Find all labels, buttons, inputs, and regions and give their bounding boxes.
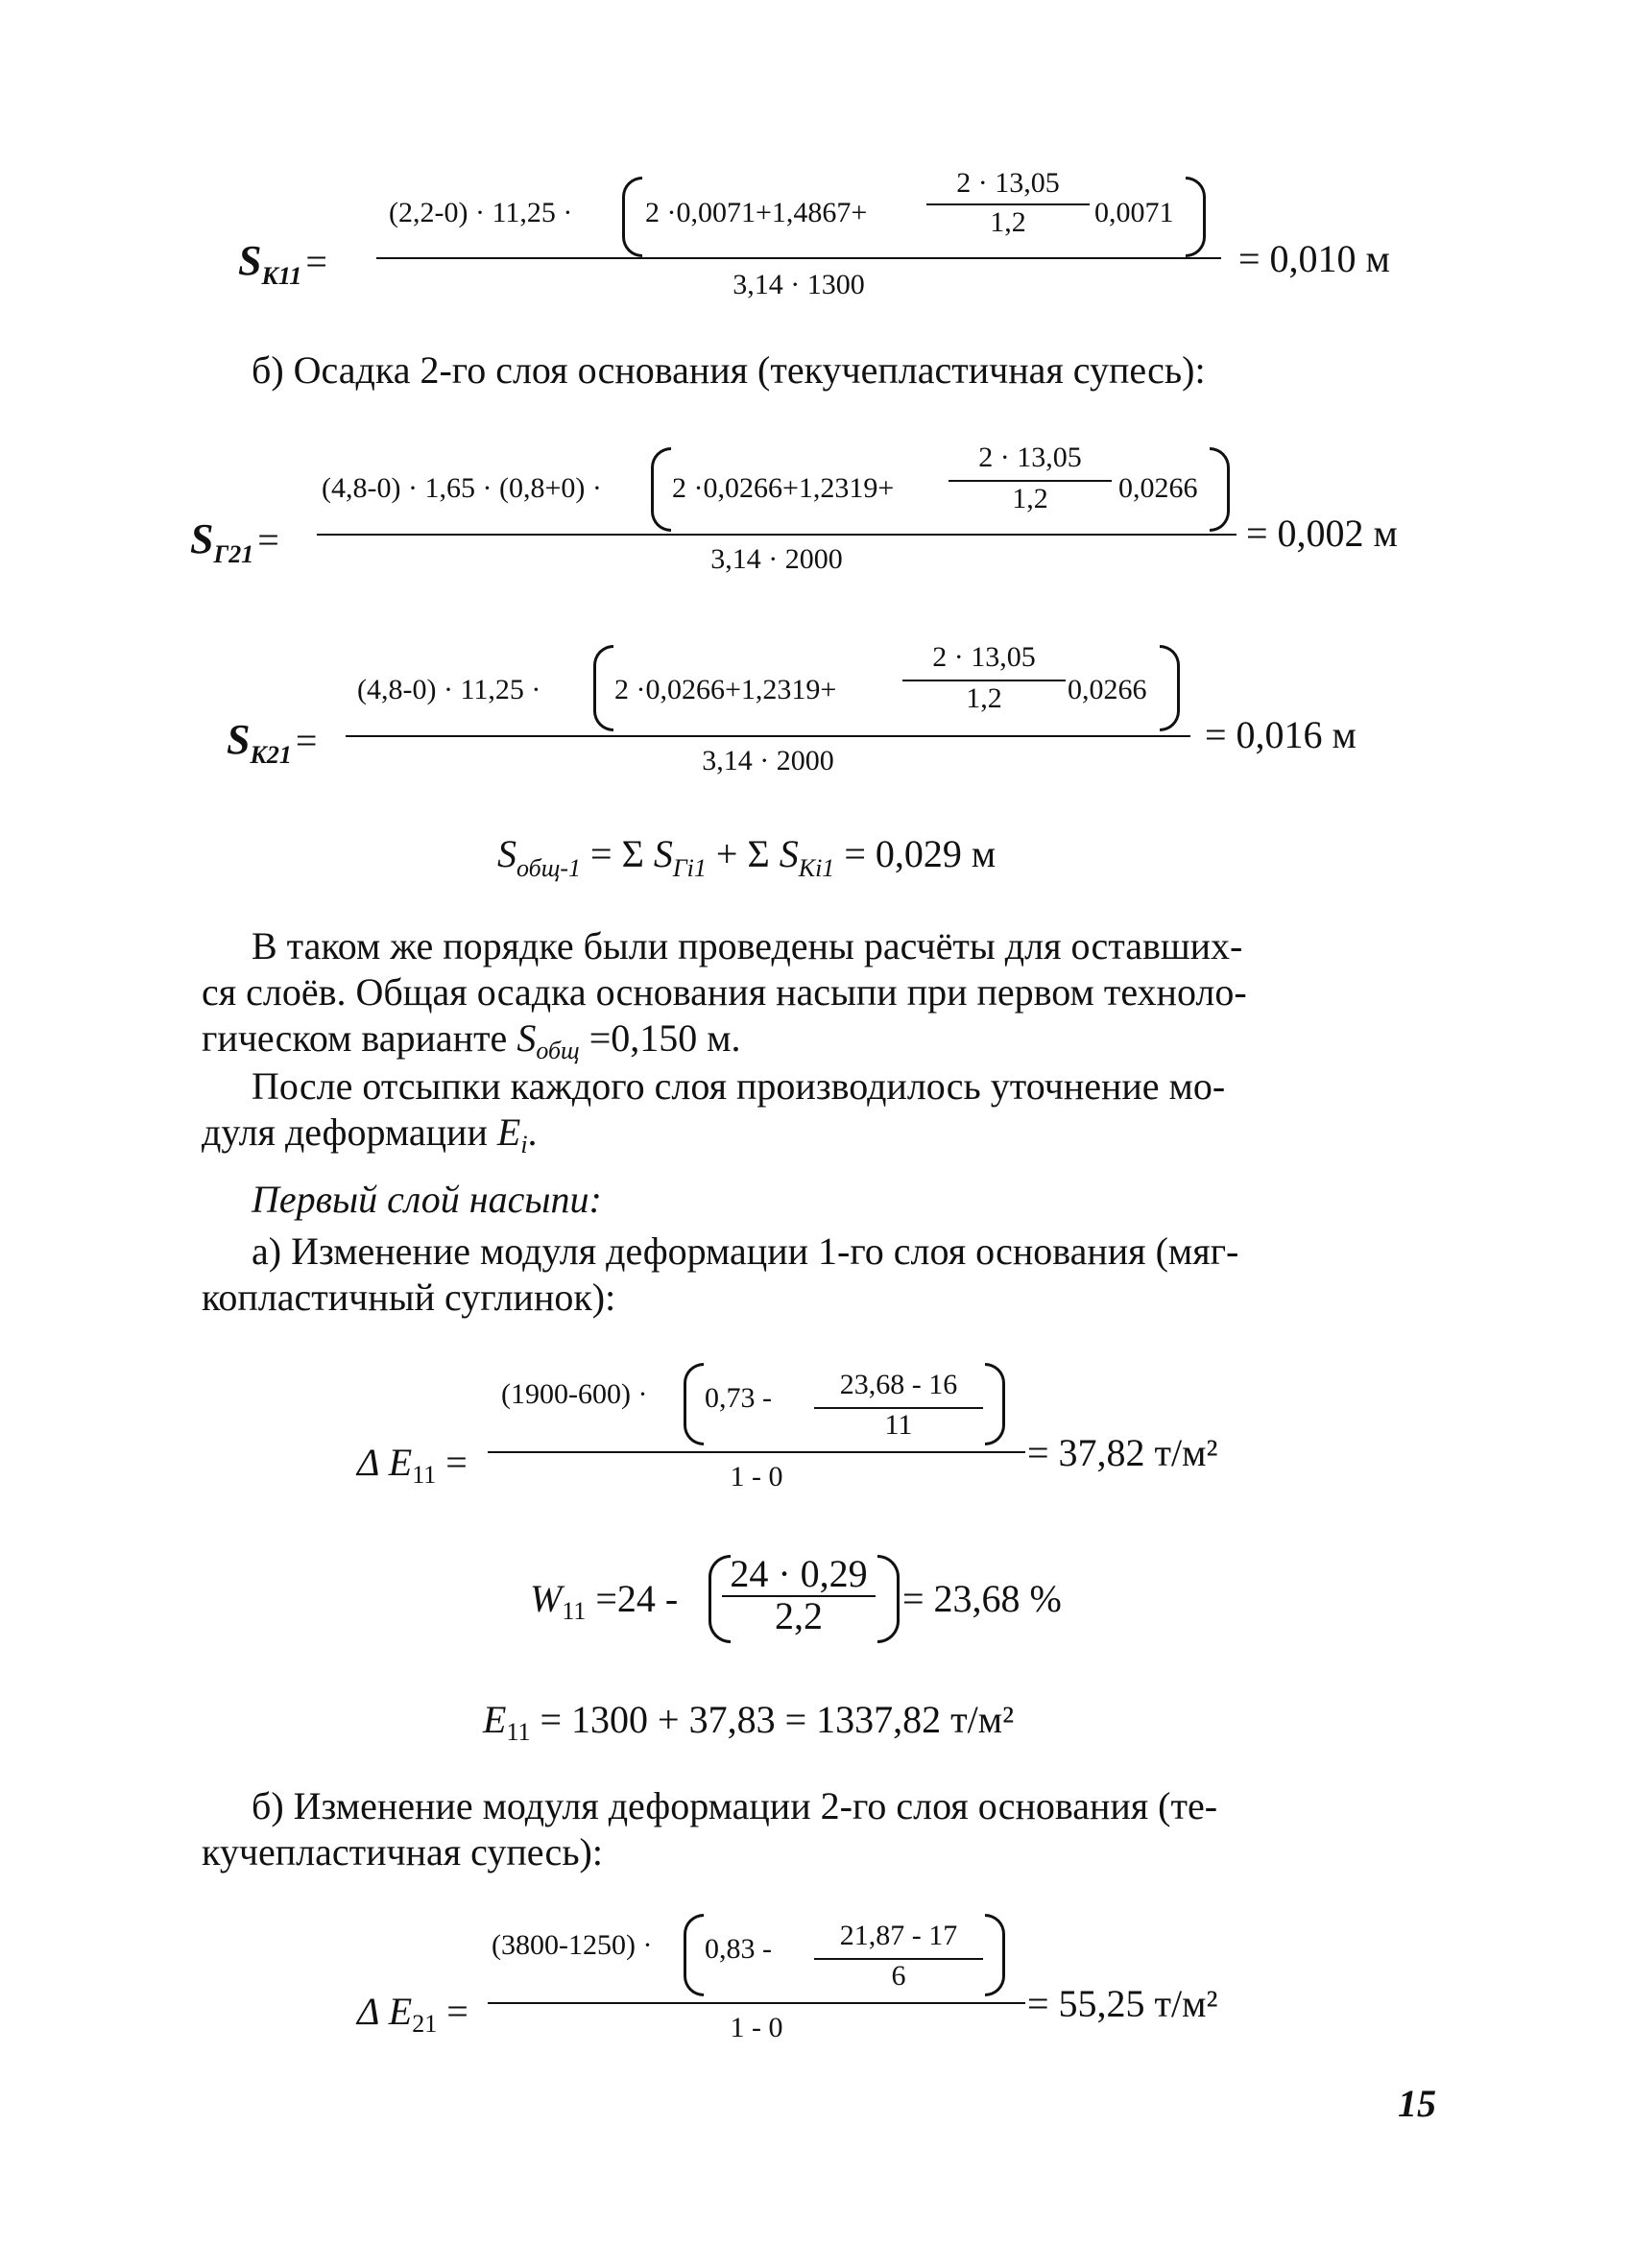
result: = 0,016 м: [1205, 713, 1357, 756]
eq-lhs-symbol: S: [238, 237, 262, 284]
inner-fraction-bar: [926, 203, 1090, 205]
para1-line1: В таком же порядке были проведены расчёты для оставших-: [252, 924, 1243, 967]
total-mid1: = Σ: [581, 832, 654, 875]
para2-line2: [202, 1110, 538, 1168]
main-denominator: 3,14 · 1300: [732, 269, 865, 300]
para2-line2-symbol: E: [496, 1110, 521, 1154]
eq-lhs-subscript: K11: [261, 262, 302, 290]
paren-inner: 2 ·0,0266+1,2319+: [614, 674, 837, 705]
main-denominator: 1 - 0: [730, 2012, 783, 2043]
eq-equals: =: [445, 1441, 468, 1484]
main-fraction-bar: [488, 1451, 1025, 1453]
inner-fraction-num: 21,87 - 17: [839, 1920, 958, 1951]
fraction-num: 24 · 0,29: [730, 1552, 868, 1595]
para1-line3-a: гическом варианте: [202, 1016, 517, 1060]
eq-lhs-subscript: K21: [250, 741, 292, 769]
right-paren: [985, 1363, 1005, 1445]
para1-line3-b: =0,150 м.: [579, 1016, 741, 1060]
result: = 0,010 м: [1238, 237, 1390, 280]
eq-mid: =24 -: [586, 1577, 679, 1620]
para2-line2-b: .: [527, 1110, 538, 1154]
eq-lhs-subscript: 11: [562, 1597, 587, 1625]
main-fraction-bar: [346, 735, 1190, 737]
equation-total: [497, 831, 996, 883]
inner-fraction-den: 1,2: [990, 206, 1026, 238]
numerator-left: (4,8-0) · 11,25 ·: [357, 674, 541, 705]
eq-lhs-symbol: S: [190, 515, 214, 562]
item-a-line2: копластичный суглинок):: [202, 1276, 616, 1319]
right-paren: [1186, 177, 1206, 257]
result: = 37,82 т/м²: [1027, 1431, 1218, 1474]
main-denominator: 3,14 · 2000: [710, 543, 843, 575]
total-s1: S: [497, 832, 516, 875]
eq-equals: =: [295, 719, 318, 762]
inner-fraction-den: 1,2: [966, 682, 1002, 714]
eq-lhs: Δ E: [357, 1990, 413, 2033]
main-fraction-bar: [317, 534, 1237, 536]
main-denominator: 1 - 0: [730, 1461, 783, 1492]
para1-line3-subscript: общ: [536, 1037, 580, 1064]
item-b-line1: б) Изменение модуля деформации 2-го слоя основания (те-: [252, 1784, 1218, 1827]
eq-lhs: E: [483, 1698, 507, 1741]
right-paren: [985, 1914, 1005, 1996]
para1-line3-symbol: S: [516, 1016, 537, 1060]
para2-line2-subscript: i: [520, 1131, 528, 1158]
para2-line1: После отсыпки каждого слоя производилось уточнение мо-: [252, 1064, 1226, 1108]
total-s2-sub: Гi1: [672, 854, 707, 882]
paren-inner: 2 ·0,0071+1,4867+: [645, 197, 868, 228]
right-paren: [877, 1555, 900, 1643]
result: = 0,002 м: [1246, 512, 1398, 555]
right-paren: [1210, 447, 1230, 532]
paren-tail: 0,0266: [1068, 674, 1147, 705]
eq-equals: =: [257, 518, 279, 561]
total-s3: S: [779, 832, 799, 875]
inner-fraction-num: 2 · 13,05: [932, 641, 1036, 673]
inner-fraction-bar: [902, 680, 1066, 681]
paren-inner: 2 ·0,0266+1,2319+: [672, 472, 895, 504]
left-paren: [684, 1363, 704, 1445]
paren-inner: 0,73 -: [705, 1382, 772, 1414]
main-fraction-bar: [376, 257, 1221, 259]
inner-fraction-num: 23,68 - 16: [839, 1369, 958, 1400]
subheading-first-layer: Первый слой насыпи:: [252, 1178, 602, 1221]
eq-rest: = 1300 + 37,83 = 1337,82 т/м²: [530, 1698, 1015, 1741]
total-mid2: + Σ: [706, 832, 780, 875]
eq-lhs: W: [530, 1577, 563, 1620]
total-s1-sub: общ-1: [516, 854, 582, 882]
total-s3-sub: Ki1: [798, 854, 835, 882]
total-s2: S: [653, 832, 673, 875]
main-denominator: 3,14 · 2000: [702, 745, 834, 776]
inner-fraction-den: 1,2: [1012, 483, 1048, 514]
page-number: 15: [1398, 2082, 1436, 2125]
numerator-left: (1900-600) ·: [501, 1378, 648, 1410]
eq-lhs-subscript: 11: [412, 1461, 437, 1489]
inner-fraction-den: 6: [891, 1960, 906, 1992]
eq-lhs-symbol: S: [227, 716, 251, 763]
result: = 55,25 т/м²: [1027, 1982, 1218, 2025]
eq-lhs: Δ E: [357, 1441, 413, 1484]
equation-e11: [483, 1697, 1014, 1747]
right-paren: [1160, 645, 1180, 731]
item-b-line2: кучепластичная супесь):: [202, 1830, 603, 1874]
eq-lhs-subscript: Г21: [213, 540, 254, 568]
para2-line2-a: дуля деформации: [202, 1110, 497, 1154]
inner-fraction-bar: [949, 480, 1112, 482]
left-paren: [684, 1914, 704, 1996]
eq-lhs-subscript: 11: [506, 1718, 531, 1746]
inner-fraction-num: 2 · 13,05: [978, 442, 1082, 473]
total-result: = 0,029 м: [834, 832, 997, 875]
para1-line2: ся слоёв. Общая осадка основания насыпи при первом техноло-: [202, 970, 1247, 1014]
inner-fraction-den: 11: [884, 1409, 913, 1441]
main-fraction-bar: [488, 2002, 1025, 2004]
numerator-left: (2,2-0) · 11,25 ·: [389, 197, 573, 228]
fraction-den: 2,2: [775, 1594, 823, 1637]
heading-b: б) Осадка 2-го слоя основания (текучепластичная супесь):: [252, 348, 1206, 392]
result: = 23,68 %: [902, 1577, 1062, 1620]
numerator-left: (4,8-0) · 1,65 · (0,8+0) ·: [322, 472, 602, 504]
eq-equals: =: [446, 1990, 468, 2033]
inner-fraction-num: 2 · 13,05: [956, 167, 1060, 199]
left-paren: [651, 447, 671, 532]
left-paren: [622, 177, 642, 257]
eq-equals: =: [305, 240, 327, 283]
paren-tail: 0,0266: [1118, 472, 1198, 504]
numerator-left: (3800-1250) ·: [492, 1929, 653, 1961]
item-a-line1: а) Изменение модуля деформации 1-го слоя основания (мяг-: [252, 1229, 1239, 1273]
paren-inner: 0,83 -: [705, 1933, 772, 1965]
paren-tail: 0,0071: [1094, 197, 1174, 228]
eq-lhs-subscript: 21: [412, 2010, 438, 2038]
left-paren: [593, 645, 613, 731]
